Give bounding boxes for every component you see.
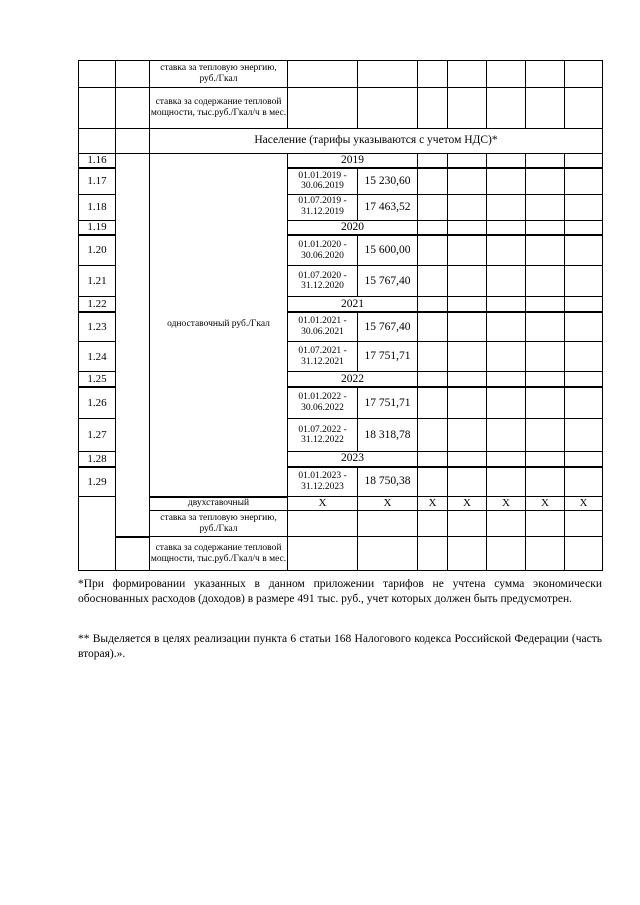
row-number: 1.28 [79, 452, 116, 467]
tariff-value: 17 463,52 [358, 194, 418, 220]
energy-rate-label: ставка за тепловую энергию, руб./Гкал [150, 511, 288, 537]
period-cell: 01.07.2021 - 31.12.2021 [288, 342, 358, 372]
period-cell: 01.07.2020 - 31.12.2020 [288, 266, 358, 297]
two-part-label: двухставочный [150, 497, 288, 511]
x-mark: X [418, 497, 448, 511]
period-cell: 01.01.2023 - 31.12.2023 [288, 467, 358, 497]
period-cell: 01.01.2019 - 30.06.2019 [288, 168, 358, 194]
energy-rate-label: ставка за тепловую энергию, руб./Гкал [150, 61, 288, 88]
row-number: 1.20 [79, 235, 116, 266]
row-number: 1.27 [79, 419, 116, 452]
side-cell [116, 537, 150, 571]
footnote-2: ** Выделяется в целях реализации пункта 6 статьи 168 Налогового кодекса Российской Федерации (часть вторая).». [78, 633, 602, 660]
tariff-value: 18 318,78 [358, 419, 418, 452]
period-cell: 01.01.2020 - 30.06.2020 [288, 235, 358, 266]
num-cell [79, 497, 116, 571]
period-cell: 01.01.2021 - 30.06.2021 [288, 312, 358, 342]
row-number: 1.18 [79, 194, 116, 220]
capacity-rate-label: ставка за содержание тепловой мощности, тыс.руб./Гкал/ч в мес. [150, 537, 288, 571]
x-mark: X [288, 497, 358, 511]
row-number: 1.19 [79, 220, 116, 235]
period-cell: 01.07.2022 - 31.12.2022 [288, 419, 358, 452]
tariff-value: 17 751,71 [358, 342, 418, 372]
side-cell [116, 88, 150, 129]
row-number: 1.25 [79, 372, 116, 387]
side-cell [116, 129, 150, 154]
year-label: 2021 [288, 297, 418, 312]
year-label: 2019 [288, 154, 418, 169]
x-mark: X [358, 497, 418, 511]
population-heading: Население (тарифы указываются с учетом НДС)* [150, 129, 603, 154]
x-mark: X [526, 497, 565, 511]
one-part-label: одноставочный руб./Гкал [150, 154, 288, 497]
num-cell [79, 129, 116, 154]
num-cell [79, 61, 116, 88]
num-cell [79, 88, 116, 129]
capacity-rate-label: ставка за содержание тепловой мощности, тыс.руб./Гкал/ч в мес. [150, 88, 288, 129]
row-number: 1.24 [79, 342, 116, 372]
row-number: 1.16 [79, 154, 116, 169]
year-label: 2020 [288, 220, 418, 235]
row-number: 1.23 [79, 312, 116, 342]
row-number: 1.17 [79, 168, 116, 194]
tariff-value: 15 230,60 [358, 168, 418, 194]
footnote-1: *При формировании указанных в данном приложении тарифов не учтена сумма экономически обоснованных расходов (доходов) в размере 491 тыс. руб., учет которых должен быть предусмотрен. [78, 578, 602, 605]
x-mark: X [565, 497, 603, 511]
row-number: 1.21 [79, 266, 116, 297]
tariff-value: 17 751,71 [358, 387, 418, 419]
year-label: 2023 [288, 452, 418, 467]
row-number: 1.29 [79, 467, 116, 497]
row-number: 1.26 [79, 387, 116, 419]
row-number: 1.22 [79, 297, 116, 312]
year-label: 2022 [288, 372, 418, 387]
period-cell: 01.01.2022 - 30.06.2022 [288, 387, 358, 419]
tariff-value: 15 600,00 [358, 235, 418, 266]
tariff-table [78, 60, 603, 571]
x-mark: X [448, 497, 487, 511]
tariff-value: 18 750,38 [358, 467, 418, 497]
side-cell [116, 154, 150, 537]
period-cell: 01.07.2019 - 31.12.2019 [288, 194, 358, 220]
x-mark: X [487, 497, 526, 511]
side-cell [116, 61, 150, 88]
tariff-value: 15 767,40 [358, 312, 418, 342]
tariff-value: 15 767,40 [358, 266, 418, 297]
